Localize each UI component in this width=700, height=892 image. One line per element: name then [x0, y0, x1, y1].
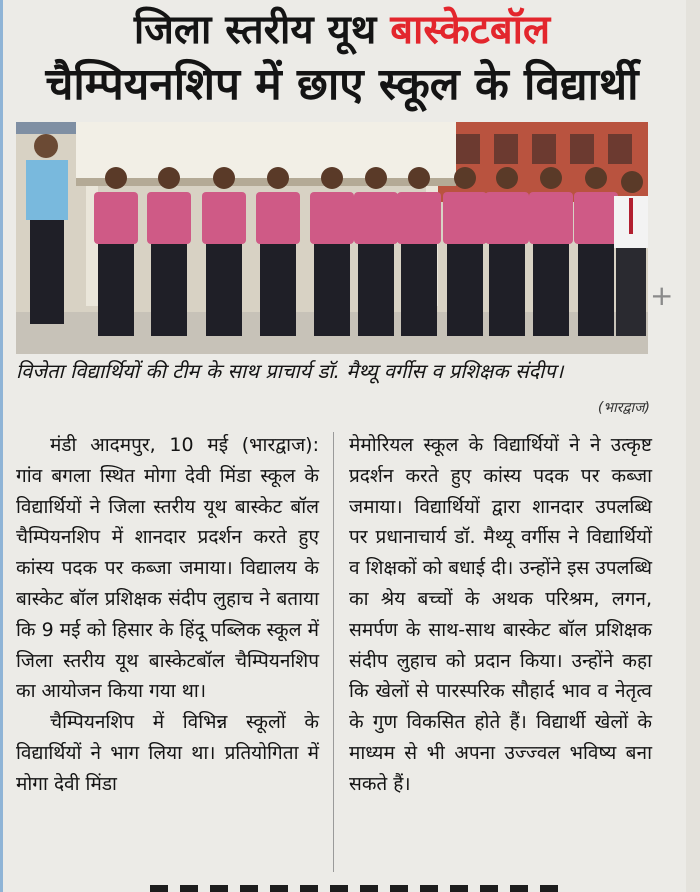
next-headline-cutoff	[150, 876, 570, 892]
headline-highlight: बास्केटबॉल	[390, 7, 551, 53]
photo-caption: विजेता विद्यार्थियों की टीम के साथ प्राचार्य डॉ. मैथ्यू वर्गीस व प्रशिक्षक संदीप।	[16, 359, 564, 383]
player-shirt	[202, 192, 246, 244]
player-shirt	[443, 192, 487, 244]
player-trousers	[358, 244, 394, 336]
player-shirt	[529, 192, 573, 244]
headline-line-1	[6, 6, 678, 54]
player-head	[540, 167, 562, 189]
principal-trousers	[616, 248, 646, 336]
player-head	[585, 167, 607, 189]
article-paragraph: मेमोरियल स्कूल के विद्यार्थियों ने ने उत्कृष्ट प्रदर्शन करते हुए कांस्य पदक पर कब्जा जमाया। विद्यार्थियों द्वारा शानदार उपलब्धि पर प्रधानाचार्य डॉ. मैथ्यू वर्गीस ने विद्यार्थियों व शिक्षकों को बधाई दी। उन्होंने इस उपलब्धि का श्रेय बच्चों के अथक परिश्रम, लगन, समर्पण के साथ-साथ बास्केट बॉल प्रशिक्षक संदीप लुहाच को प्रदान किया। उन्होंने कहा कि खेलों से पारस्परिक सौहार्द भाव व नेतृत्व के गुण विकसित होते हैं। विद्यार्थी खेलों के माध्यम से भी अपना उज्ज्वल भविष्य बना सकते हैं।	[349, 434, 652, 795]
column-divider	[333, 432, 334, 872]
player-shirt	[354, 192, 398, 244]
page-right-margin	[686, 0, 700, 892]
player-head	[365, 167, 387, 189]
player-shirt	[574, 192, 618, 244]
photo-credit: (भारद्वाज)	[597, 400, 650, 416]
player-head	[267, 167, 289, 189]
headline-prefix: जिला स्तरीय यूथ	[133, 7, 391, 53]
player-head	[454, 167, 476, 189]
player-trousers	[260, 244, 296, 336]
building-ledge	[76, 178, 456, 186]
player-head	[213, 167, 235, 189]
headline-line-2: चैम्पियनशिप में छाए स्कूल के विद्यार्थी	[45, 59, 639, 110]
coach-head	[34, 134, 58, 158]
principal-tie	[629, 198, 633, 234]
player-shirt	[256, 192, 300, 244]
player-head	[158, 167, 180, 189]
player-shirt	[310, 192, 354, 244]
player-trousers	[489, 244, 525, 336]
player-shirt	[397, 192, 441, 244]
team-photo	[16, 122, 648, 354]
player-head	[496, 167, 518, 189]
player-shirt	[147, 192, 191, 244]
player-trousers	[314, 244, 350, 336]
page-edge-rule	[0, 0, 3, 892]
building-roof	[76, 122, 456, 178]
player-trousers	[401, 244, 437, 336]
player-shirt	[485, 192, 529, 244]
player-head	[321, 167, 343, 189]
coach-trousers	[30, 220, 64, 324]
player-head	[408, 167, 430, 189]
player-trousers	[447, 244, 483, 336]
player-trousers	[206, 244, 242, 336]
principal-head	[621, 171, 643, 193]
player-trousers	[98, 244, 134, 336]
player-trousers	[578, 244, 614, 336]
player-trousers	[533, 244, 569, 336]
player-head	[105, 167, 127, 189]
article-column-right	[349, 430, 652, 800]
article-paragraph: चैम्पियनशिप में विभिन्न स्कूलों के विद्यार्थियों ने भाग लिया था। प्रतियोगिता में मोगा देवी मिंडा	[16, 711, 319, 795]
article-column-left	[16, 430, 319, 800]
team-photo-illustration	[16, 122, 648, 354]
player-shirt	[94, 192, 138, 244]
coach-shirt	[26, 160, 68, 220]
registration-mark-icon: +	[650, 279, 674, 312]
player-trousers	[151, 244, 187, 336]
article-paragraph: मंडी आदमपुर, 10 मई (भारद्वाज): गांव बगला स्थित मोगा देवी मिंडा स्कूल के विद्यार्थियों ने जिला स्तरीय यूथ बास्केट बॉल चैम्पियनशिप में शानदार प्रदर्शन करते हुए कांस्य पदक पर कब्जा जमाया। विद्यालय के बास्केट बॉल प्रशिक्षक संदीप लुहाच ने बताया कि 9 मई को हिसार के हिंदू पब्लिक स्कूल में जिला स्तरीय यूथ बास्केटबॉल चैम्पियनशिप का आयोजन किया गया था।	[16, 434, 319, 703]
